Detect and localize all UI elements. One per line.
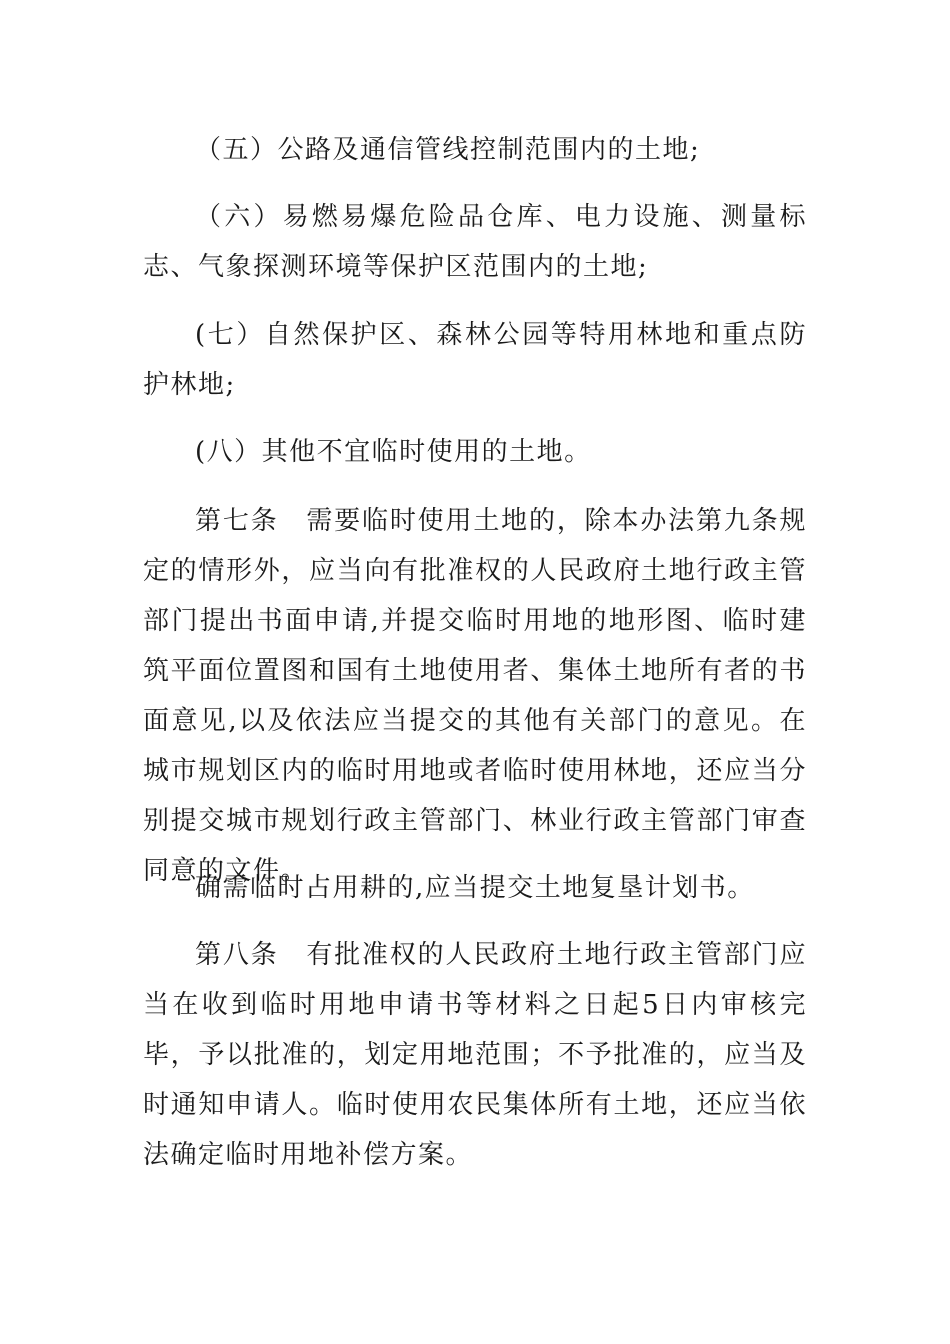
paragraph-item-6: （六）易燃易爆危险品仓库、电力设施、测量标志、气象探测环境等保护区范围内的土地;	[143, 202, 807, 282]
article-7-supplement: 确需临时占用耕的,应当提交土地复垦计划书。	[195, 873, 755, 903]
article-7-paragraph: 第七条 需要临时使用土地的，除本办法第九条规定的情形外，应当向有批准权的人民政府土地行政主管部门提出书面申请,并提交临时用地的地形图、临时建筑平面位置图和国有土地使用者、集体土地所有者的书面意见,以及依法应当提交的其他有关部门的意见。在城市规划区内的临时用地或者临时使用林地，还应当分别提交城市规划行政主管部门、林业行政主管部门审查同意的文件。	[143, 506, 807, 886]
paragraph-item-5: （五）公路及通信管线控制范围内的土地;	[195, 135, 701, 165]
article-8-paragraph: 第八条 有批准权的人民政府土地行政主管部门应当在收到临时用地申请书等材料之日起5日内审核完毕，予以批准的，划定用地范围；不予批准的，应当及时通知申请人。临时使用农民集体所有土地，还应当依法确定临时用地补偿方案。	[143, 940, 807, 1170]
paragraph-item-7: (七）自然保护区、森林公园等特用林地和重点防护林地;	[143, 320, 807, 400]
paragraph-item-8: (八）其他不宜临时使用的土地。	[195, 437, 592, 467]
